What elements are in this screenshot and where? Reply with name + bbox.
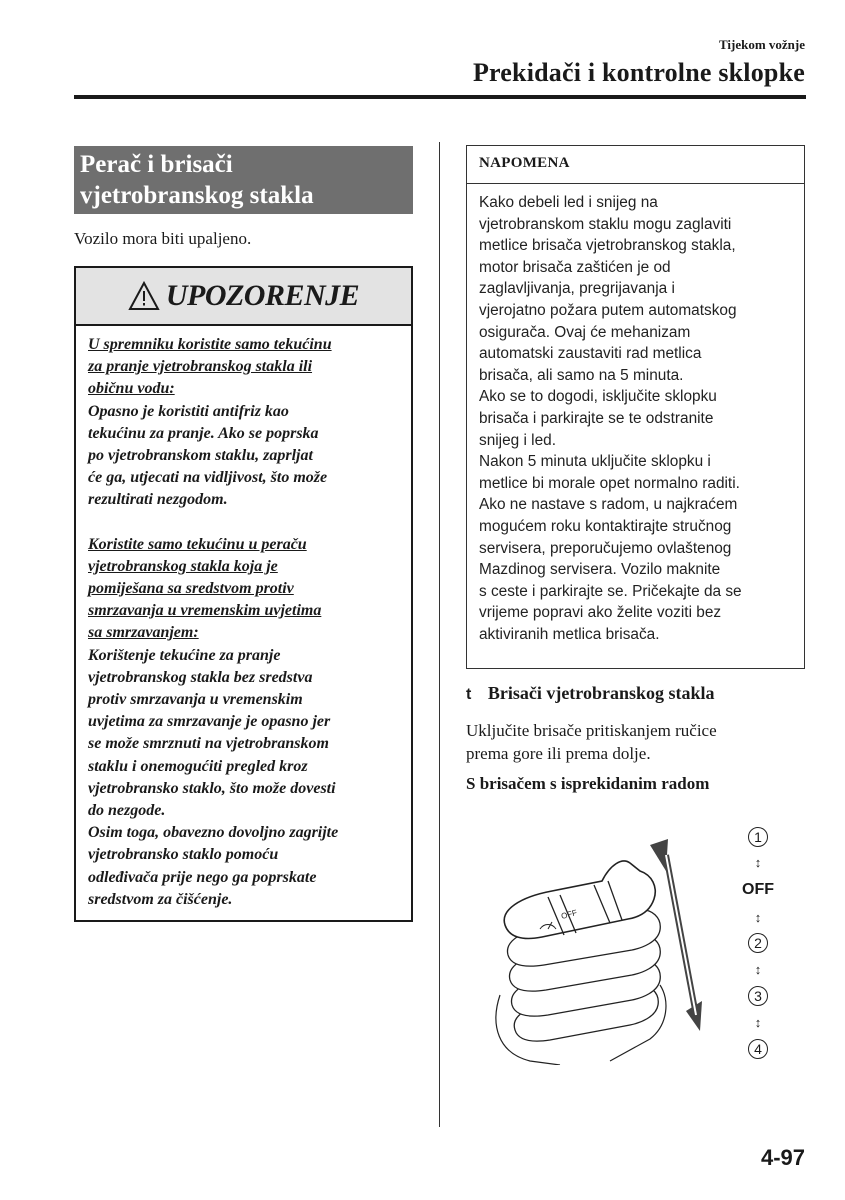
note-line: vjetrobranskom staklu mogu zaglaviti <box>479 215 732 233</box>
intro-text: Vozilo mora biti upaljeno. <box>74 229 252 248</box>
subsubsection-title: S brisačem s isprekidanim radom <box>466 774 710 793</box>
note-line: mogućem roku kontaktirajte stručnog <box>479 517 732 535</box>
position-off: OFF <box>742 881 774 898</box>
position-2 <box>730 933 786 953</box>
section-title-line-2: vjetrobranskog stakla <box>80 182 314 209</box>
warning-triangle-icon <box>128 281 160 311</box>
warning-line: Korištenje tekućine za pranje <box>88 646 281 664</box>
position-1 <box>730 827 786 847</box>
note-title: NAPOMENA <box>467 146 804 184</box>
note-line: brisača, ali samo na 5 minuta. <box>479 366 684 384</box>
warning-line: uvjetima za smrzavanje je opasno jer <box>88 713 331 731</box>
running-header-section: Tijekom vožnje <box>718 37 805 52</box>
note-line: vrijeme popravi ako želite voziti bez <box>479 604 722 622</box>
warning-line: Koristite samo tekućinu u peraču <box>88 535 307 553</box>
note-line: automatski zaustaviti rad metlica <box>479 345 702 363</box>
note-line: vjerojatno požara putem automatskog <box>479 301 737 319</box>
warning-header <box>76 268 411 326</box>
note-line: aktiviranih metlica brisača. <box>479 625 660 643</box>
position-label: 2 <box>748 933 768 953</box>
warning-line: se može smrznuti na vjetrobranskom <box>88 735 329 753</box>
arrow-updown-icon: ↕ <box>754 962 762 977</box>
position-4 <box>730 1039 786 1059</box>
warning-line: po vjetrobranskom staklu, zaprljat <box>88 447 313 465</box>
lever-off-label: OFF <box>560 908 578 921</box>
note-line: s ceste i parkirajte se. Pričekajte da se <box>479 582 742 600</box>
subsection-bullet: t <box>466 686 472 703</box>
note-line: brisača i parkirajte se te odstranite <box>479 409 714 427</box>
note-line: osigurača. Ovaj će mehanizam <box>479 323 691 341</box>
subsection-paragraph <box>466 719 806 765</box>
warning-title: UPOZORENJE <box>165 279 360 312</box>
warning-box <box>74 266 413 922</box>
warning-line: Opasno je koristiti antifriz kao <box>88 402 289 420</box>
warning-line: pomiješana sa sredstvom protiv <box>88 580 294 598</box>
position-label: 1 <box>748 827 768 847</box>
note-box <box>466 145 805 669</box>
warning-line: običnu vodu: <box>88 380 175 398</box>
header-rule <box>74 95 806 99</box>
warning-line: sredstvom za čišćenje. <box>88 890 233 908</box>
paragraph-gap <box>88 512 399 534</box>
arrow-updown-icon: ↕ <box>754 1015 762 1030</box>
warning-line: U spremniku koristite samo tekućinu <box>88 336 332 353</box>
warning-line: tekućinu za pranje. Ako se poprska <box>88 424 319 442</box>
paragraph-line: prema gore ili prema dolje. <box>466 744 651 763</box>
note-line: metlice bi morale opet normalno raditi. <box>479 474 740 492</box>
section-title-line-1: Perač i brisači <box>80 151 233 178</box>
note-line: Nakon 5 minuta uključite sklopku i <box>479 453 711 471</box>
note-line: zaglavljivanja, pregrijavanja i <box>479 280 675 298</box>
note-line: metlice brisača vjetrobranskog stakla, <box>479 237 736 255</box>
position-3 <box>730 986 786 1006</box>
arrow-updown-icon: ↕ <box>754 855 762 870</box>
section-title <box>74 146 413 214</box>
wiper-lever-illustration <box>490 825 730 1065</box>
warning-line: rezultirati nezgodom. <box>88 491 228 509</box>
note-line: snijeg i led. <box>479 431 556 449</box>
warning-line: vjetrobransko staklo, što može dovesti <box>88 779 336 797</box>
note-line: Kako debeli led i snijeg na <box>479 194 658 211</box>
warning-line: smrzavanja u vremenskim uvjetima <box>88 602 322 620</box>
warning-body <box>76 326 411 911</box>
warning-line: protiv smrzavanja u vremenskim <box>88 691 303 709</box>
warning-line: sa smrzavanjem: <box>88 624 199 642</box>
subsection-title-text: Brisači vjetrobranskog stakla <box>487 683 715 703</box>
column-divider <box>439 142 440 1127</box>
note-line: servisera, preporučujemo ovlaštenog <box>479 539 732 557</box>
note-line: Ako se to dogodi, isključite sklopku <box>479 388 717 406</box>
switch-position-list <box>730 825 786 1065</box>
paragraph-line: Uključite brisače pritiskanjem ručice <box>466 721 717 740</box>
warning-line: staklu i onemogućiti pregled kroz <box>88 757 308 775</box>
subsection-title <box>466 683 715 704</box>
note-line: Mazdinog servisera. Vozilo maknite <box>479 561 721 579</box>
warning-line: Osim toga, obavezno dovoljno zagrijte <box>88 824 339 842</box>
note-line: motor brisača zaštićen je od <box>479 258 671 276</box>
warning-line: odleđivača prije nego ga poprskate <box>88 868 317 886</box>
arrow-updown-icon: ↕ <box>754 910 762 925</box>
position-label: 3 <box>748 986 768 1006</box>
note-line: Ako ne nastave s radom, u najkraćem <box>479 496 738 514</box>
position-label: 4 <box>748 1039 768 1059</box>
running-header-title: Prekidači i kontrolne sklopke <box>472 58 805 87</box>
warning-line: vjetrobranskog stakla koja je <box>88 557 278 575</box>
warning-line: za pranje vjetrobranskog stakla ili <box>88 358 313 376</box>
note-body <box>467 184 804 645</box>
warning-line: će ga, utjecati na vidljivost, što može <box>88 469 328 487</box>
warning-line: vjetrobranskog stakla bez sredstva <box>88 668 313 686</box>
warning-line: vjetrobransko staklo pomoću <box>88 846 279 864</box>
warning-line: do nezgode. <box>88 802 166 820</box>
page-number: 4-97 <box>760 1145 805 1170</box>
